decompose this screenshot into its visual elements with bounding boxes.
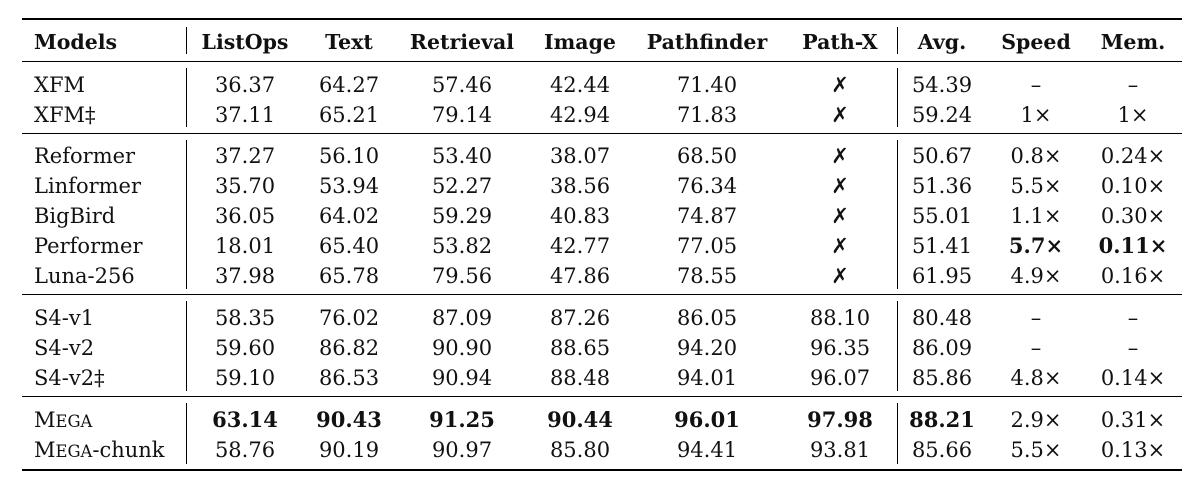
value-cell: 96.07 — [809, 366, 871, 390]
model-name-cell: XFM — [34, 73, 86, 97]
value-cell: 0.10× — [1100, 174, 1166, 198]
value-cell: 86.82 — [318, 336, 380, 360]
value-cell: 59.29 — [431, 204, 493, 228]
value-cell: 47.86 — [549, 264, 611, 288]
value-cell: 96.35 — [809, 336, 871, 360]
value-cell: 65.78 — [318, 264, 380, 288]
value-cell: 94.41 — [676, 438, 738, 462]
value-cell: 85.86 — [911, 366, 973, 390]
model-name-cell: Linformer — [34, 174, 142, 198]
value-cell: 61.95 — [911, 264, 973, 288]
value-cell: – — [1030, 73, 1042, 97]
value-cell: 78.55 — [676, 264, 738, 288]
value-cell: 35.70 — [214, 174, 276, 198]
x-mark-cell: ✗ — [831, 174, 849, 198]
value-cell: 97.98 — [807, 407, 873, 432]
model-name-cell: MEGA-chunk — [34, 438, 165, 462]
value-cell: 51.41 — [911, 234, 973, 258]
value-cell: 80.48 — [911, 306, 973, 330]
value-cell: 79.14 — [431, 103, 493, 127]
value-cell: 0.24× — [1100, 144, 1166, 168]
value-cell: 96.01 — [674, 407, 740, 432]
value-cell: 37.98 — [214, 264, 276, 288]
column-divider — [186, 301, 187, 391]
x-mark-cell: ✗ — [831, 103, 849, 127]
value-cell: 0.13× — [1100, 438, 1166, 462]
value-cell: 59.60 — [214, 336, 276, 360]
value-cell: 76.02 — [318, 306, 380, 330]
column-header-speed: Speed — [1001, 30, 1071, 54]
value-cell: 86.53 — [318, 366, 380, 390]
top-rule — [22, 18, 1182, 20]
value-cell: 85.80 — [549, 438, 611, 462]
value-cell: 40.83 — [549, 204, 611, 228]
value-cell: 65.40 — [318, 234, 380, 258]
value-cell: 90.44 — [547, 407, 613, 432]
value-cell: 1× — [1020, 103, 1052, 127]
model-name-cell: Luna-256 — [34, 264, 135, 288]
value-cell: 5.7× — [1008, 233, 1064, 258]
value-cell: 79.56 — [431, 264, 493, 288]
value-cell: – — [1127, 336, 1139, 360]
x-mark-cell: ✗ — [831, 264, 849, 288]
model-name-cell: S4-v2 — [34, 336, 95, 360]
value-cell: 88.48 — [549, 366, 611, 390]
value-cell: 42.44 — [549, 73, 611, 97]
value-cell: 71.40 — [676, 73, 738, 97]
value-cell: 88.10 — [809, 306, 871, 330]
model-name-cell: BigBird — [34, 204, 116, 228]
value-cell: 42.94 — [549, 103, 611, 127]
x-mark-cell: ✗ — [831, 204, 849, 228]
value-cell: 37.11 — [214, 103, 276, 127]
value-cell: 0.30× — [1100, 204, 1166, 228]
value-cell: 18.01 — [214, 234, 276, 258]
value-cell: 51.36 — [911, 174, 973, 198]
value-cell: 59.24 — [911, 103, 973, 127]
value-cell: 77.05 — [676, 234, 738, 258]
value-cell: 90.97 — [431, 438, 493, 462]
value-cell: 94.01 — [676, 366, 738, 390]
column-header-retrieval: Retrieval — [409, 30, 515, 54]
column-divider — [186, 68, 187, 127]
value-cell: 90.90 — [431, 336, 493, 360]
value-cell: 93.81 — [809, 438, 871, 462]
column-divider — [897, 301, 898, 391]
value-cell: 1.1× — [1010, 204, 1062, 228]
column-divider — [897, 68, 898, 127]
column-header-path-x: Path-X — [802, 30, 878, 54]
value-cell: 65.21 — [318, 103, 380, 127]
model-name-cell: Performer — [34, 234, 143, 258]
value-cell: 90.19 — [318, 438, 380, 462]
value-cell: 0.14× — [1100, 366, 1166, 390]
group-rule — [22, 396, 1182, 397]
x-mark-cell: ✗ — [831, 73, 849, 97]
column-divider — [897, 27, 898, 54]
value-cell: 5.5× — [1010, 438, 1062, 462]
value-cell: 36.37 — [214, 73, 276, 97]
model-name-cell: MEGA — [34, 408, 93, 432]
model-name-cell: S4-v2‡ — [34, 366, 105, 390]
column-header-text: Text — [325, 30, 373, 54]
value-cell: 91.25 — [429, 407, 495, 432]
column-divider — [897, 140, 898, 289]
value-cell: 55.01 — [911, 204, 973, 228]
value-cell: – — [1030, 336, 1042, 360]
column-divider — [186, 140, 187, 289]
value-cell: 53.94 — [318, 174, 380, 198]
value-cell: 38.56 — [549, 174, 611, 198]
value-cell: 63.14 — [212, 407, 278, 432]
value-cell: 56.10 — [318, 144, 380, 168]
value-cell: 90.94 — [431, 366, 493, 390]
column-divider — [186, 403, 187, 464]
value-cell: 2.9× — [1010, 408, 1062, 432]
value-cell: 64.02 — [318, 204, 380, 228]
value-cell: 59.10 — [214, 366, 276, 390]
value-cell: 37.27 — [214, 144, 276, 168]
value-cell: 0.31× — [1100, 408, 1166, 432]
value-cell: 36.05 — [214, 204, 276, 228]
value-cell: 53.40 — [431, 144, 493, 168]
value-cell: 74.87 — [676, 204, 738, 228]
value-cell: 54.39 — [911, 73, 973, 97]
value-cell: 94.20 — [676, 336, 738, 360]
value-cell: 52.27 — [431, 174, 493, 198]
value-cell: 50.67 — [911, 144, 973, 168]
column-header-image: Image — [544, 30, 616, 54]
value-cell: 58.35 — [214, 306, 276, 330]
value-cell: – — [1030, 306, 1042, 330]
group-rule — [22, 133, 1182, 134]
column-divider — [186, 27, 187, 54]
value-cell: 1× — [1117, 103, 1149, 127]
value-cell: 68.50 — [676, 144, 738, 168]
value-cell: 85.66 — [911, 438, 973, 462]
value-cell: 90.43 — [316, 407, 382, 432]
value-cell: 71.83 — [676, 103, 738, 127]
value-cell: 88.21 — [909, 407, 975, 432]
header-rule — [22, 61, 1182, 62]
value-cell: 42.77 — [549, 234, 611, 258]
value-cell: 0.11× — [1098, 233, 1168, 258]
value-cell: 76.34 — [676, 174, 738, 198]
column-header-models: Models — [34, 30, 118, 54]
column-header-pathfinder: Pathfinder — [646, 30, 768, 54]
value-cell: 57.46 — [431, 73, 493, 97]
value-cell: – — [1127, 306, 1139, 330]
value-cell: 4.8× — [1010, 366, 1062, 390]
value-cell: 4.9× — [1010, 264, 1062, 288]
value-cell: 53.82 — [431, 234, 493, 258]
value-cell: 58.76 — [214, 438, 276, 462]
group-rule — [22, 294, 1182, 295]
column-header-mem: Mem. — [1100, 30, 1166, 54]
value-cell: – — [1127, 73, 1139, 97]
column-header-avg: Avg. — [917, 30, 967, 54]
model-name-cell: Reformer — [34, 144, 136, 168]
bottom-rule — [22, 469, 1182, 471]
value-cell: 88.65 — [549, 336, 611, 360]
value-cell: 0.8× — [1010, 144, 1062, 168]
x-mark-cell: ✗ — [831, 144, 849, 168]
value-cell: 87.26 — [549, 306, 611, 330]
column-divider — [897, 403, 898, 464]
model-name-cell: XFM‡ — [34, 103, 96, 127]
model-name-cell: S4-v1 — [34, 306, 95, 330]
value-cell: 0.16× — [1100, 264, 1166, 288]
value-cell: 38.07 — [549, 144, 611, 168]
x-mark-cell: ✗ — [831, 234, 849, 258]
value-cell: 86.05 — [676, 306, 738, 330]
value-cell: 5.5× — [1010, 174, 1062, 198]
value-cell: 64.27 — [318, 73, 380, 97]
value-cell: 87.09 — [431, 306, 493, 330]
column-header-listops: ListOps — [201, 30, 289, 54]
value-cell: 86.09 — [911, 336, 973, 360]
